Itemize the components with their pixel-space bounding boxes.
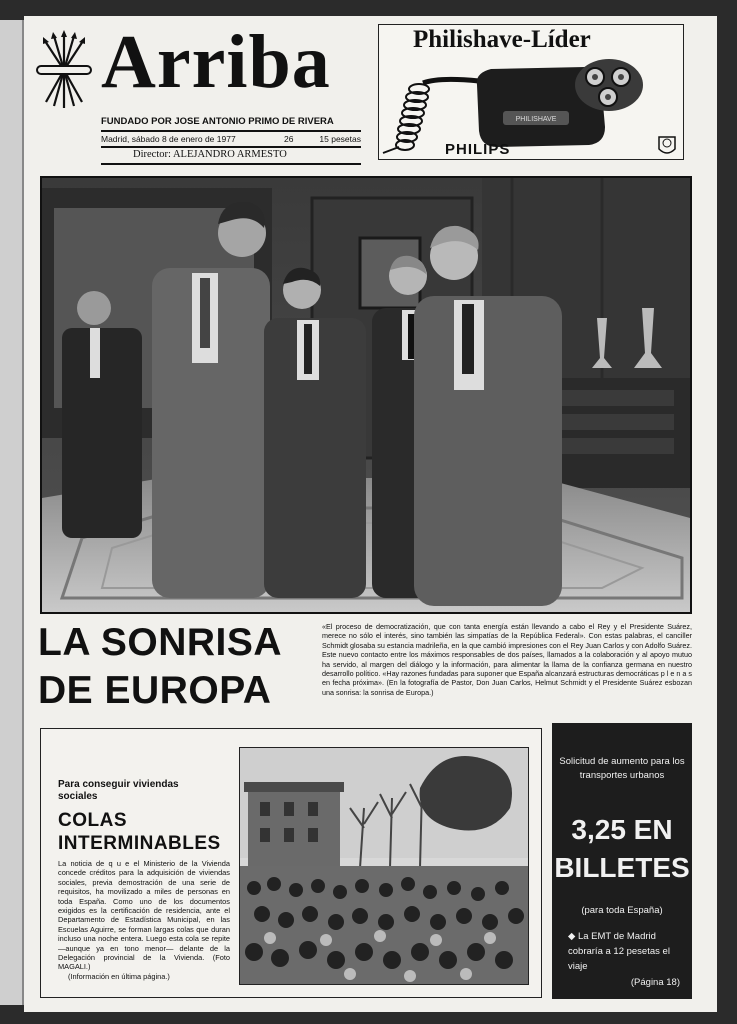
dateline (101, 134, 361, 144)
story-body-text: La noticia de q u e el Ministerio de la Vivienda concede créditos para la adquisición de viviendas sociales, previa demostración de una serie de requisitos, ha movilizado a miles de personas en toda España. Como uno de los documentos exigidos es la certificación de residencia, ante el Departamento de Estadística Municipal, en las Escuelas Aguirre, se forman largas colas que duran incluso una noche entera. Luego esta cola se repite —aunque ya en tono menor— delante de la Delegación provincial de la Vivienda. (Foto MAGALI.) (58, 859, 230, 972)
fare-headline (552, 811, 692, 887)
story-kicker: Para conseguir viviendas sociales (58, 779, 179, 802)
fare-headline-line: 3,25 EN (571, 814, 673, 845)
fare-page-reference: (Página 18) (630, 977, 680, 988)
lead-headline (38, 619, 282, 715)
queue-photo (239, 747, 529, 985)
newspaper-page (24, 16, 717, 1012)
story-headline-line: INTERMINABLES (58, 833, 221, 854)
issue-mark: 26 (284, 134, 294, 144)
housing-story-box (40, 728, 542, 998)
cover-price: 15 pesetas (319, 134, 361, 144)
publication-date: Madrid, sábado 8 de enero de 1977 (101, 134, 236, 144)
previous-page-edge (0, 20, 24, 1005)
philishave-advertisement (378, 24, 684, 160)
transport-fare-box (552, 723, 692, 999)
diamond-bullet-icon: ◆ (568, 931, 576, 942)
fare-headline-line: BILLETES (554, 852, 690, 883)
lead-caption: «El proceso de democratización, que con tanta energía están llevando a cabo el Rey y el Presidente Suárez, merece no sólo el interés, sino también las simpatías de la República Federal». Con estas palabras, el canciller Schmidt glosaba su estancia madrileña, en la que cambió impresiones con el Rey Juan Carlos y con Adolfo Suárez. Este nuevo contacto entre los máximos responsables de dos países, llamados a la colaboración y al apoyo mutuo ha servido, al margen del diálogo y la información, para alimentar la llama de la confianza germana en nuestro desarrollo político. «Hay razones fundadas para suponer que España alcanzará estructuras democráticas p l e n a s en fecha próxima». (En la fotografía de Pastor, Don Juan Carlos, Helmut Schmidt y el Presidente Suárez esbozan una sonrisa: la sonrisa de Europa.) (322, 622, 692, 697)
director-line: Director: ALEJANDRO ARMESTO (133, 149, 287, 160)
fare-intro: Solicitud de aumento para los transportes urbanos (559, 756, 685, 781)
founder-line: FUNDADO POR JOSE ANTONIO PRIMO DE RIVERA (101, 116, 334, 127)
lead-headline-line: LA SONRISA (38, 621, 283, 664)
story-headline-line: COLAS (58, 810, 127, 831)
yoke-and-arrows-emblem-icon (34, 30, 94, 112)
fare-body (568, 929, 682, 974)
fare-subtitle: (para toda España) (581, 905, 663, 916)
ad-brand: PHILIPS (445, 141, 511, 158)
masthead-rule (101, 146, 361, 148)
ad-title: Philishave-Líder (413, 26, 591, 53)
story-headline (58, 809, 221, 855)
masthead-rule (101, 130, 361, 132)
masthead-rule (101, 163, 361, 165)
lead-photo (40, 176, 692, 614)
story-body (58, 859, 230, 981)
newspaper-title: Arriba (101, 20, 331, 104)
lead-headline-line: DE EUROPA (38, 669, 272, 712)
fare-body-text: La EMT de Madrid cobraría a 12 pesetas el viaje (568, 931, 670, 972)
shaver-logo: PHILISHAVE (515, 116, 557, 123)
story-footer: (Información en última página.) (68, 971, 170, 981)
